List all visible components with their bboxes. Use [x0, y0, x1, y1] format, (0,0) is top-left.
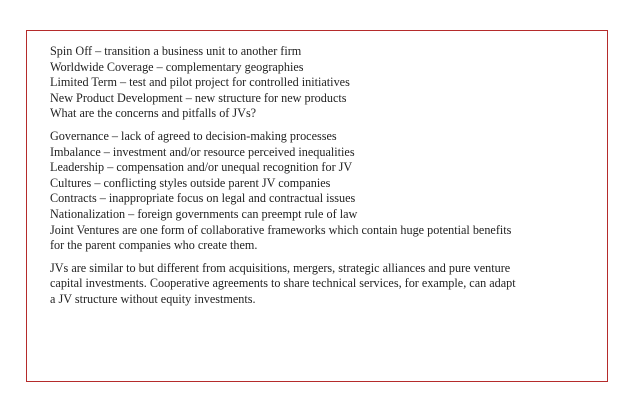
list-item-cultures: Cultures – conflicting styles outside parent JV companies: [50, 175, 331, 190]
jv-uses-list: [50, 44, 590, 122]
list-item-governance: Governance – lack of agreed to decision-making processes: [50, 128, 337, 143]
list-item-leadership: Leadership – compensation and/or unequal recognition for JV: [50, 160, 353, 175]
jv-comparison-block: [50, 261, 590, 308]
list-item-new-product-development: New Product Development – new structure for new products: [50, 90, 347, 105]
concerns-question: What are the concerns and pitfalls of JVs?: [50, 106, 257, 121]
joint-ventures-paragraph: Joint Ventures are one form of collaborative frameworks which contain huge potential benefits for the parent companies who create them.: [50, 222, 512, 253]
slide-content: [50, 44, 590, 308]
jv-comparison-paragraph: JVs are similar to but different from acquisitions, mergers, strategic alliances and pure venture capital investments. Cooperative agreements to share technical services, for example, can adapt a JV structure without equity investments.: [50, 260, 516, 306]
list-item-contracts: Contracts – inappropriate focus on legal and contractual issues: [50, 191, 356, 206]
jv-pitfalls-list: [50, 129, 590, 254]
list-item-worldwide-coverage: Worldwide Coverage – complementary geographies: [50, 59, 304, 74]
list-item-limited-term: Limited Term – test and pilot project for controlled initiatives: [50, 75, 350, 90]
list-item-spin-off: Spin Off – transition a business unit to another firm: [50, 44, 302, 58]
list-item-nationalization: Nationalization – foreign governments can preempt rule of law: [50, 206, 358, 221]
list-item-imbalance: Imbalance – investment and/or resource perceived inequalities: [50, 144, 355, 159]
